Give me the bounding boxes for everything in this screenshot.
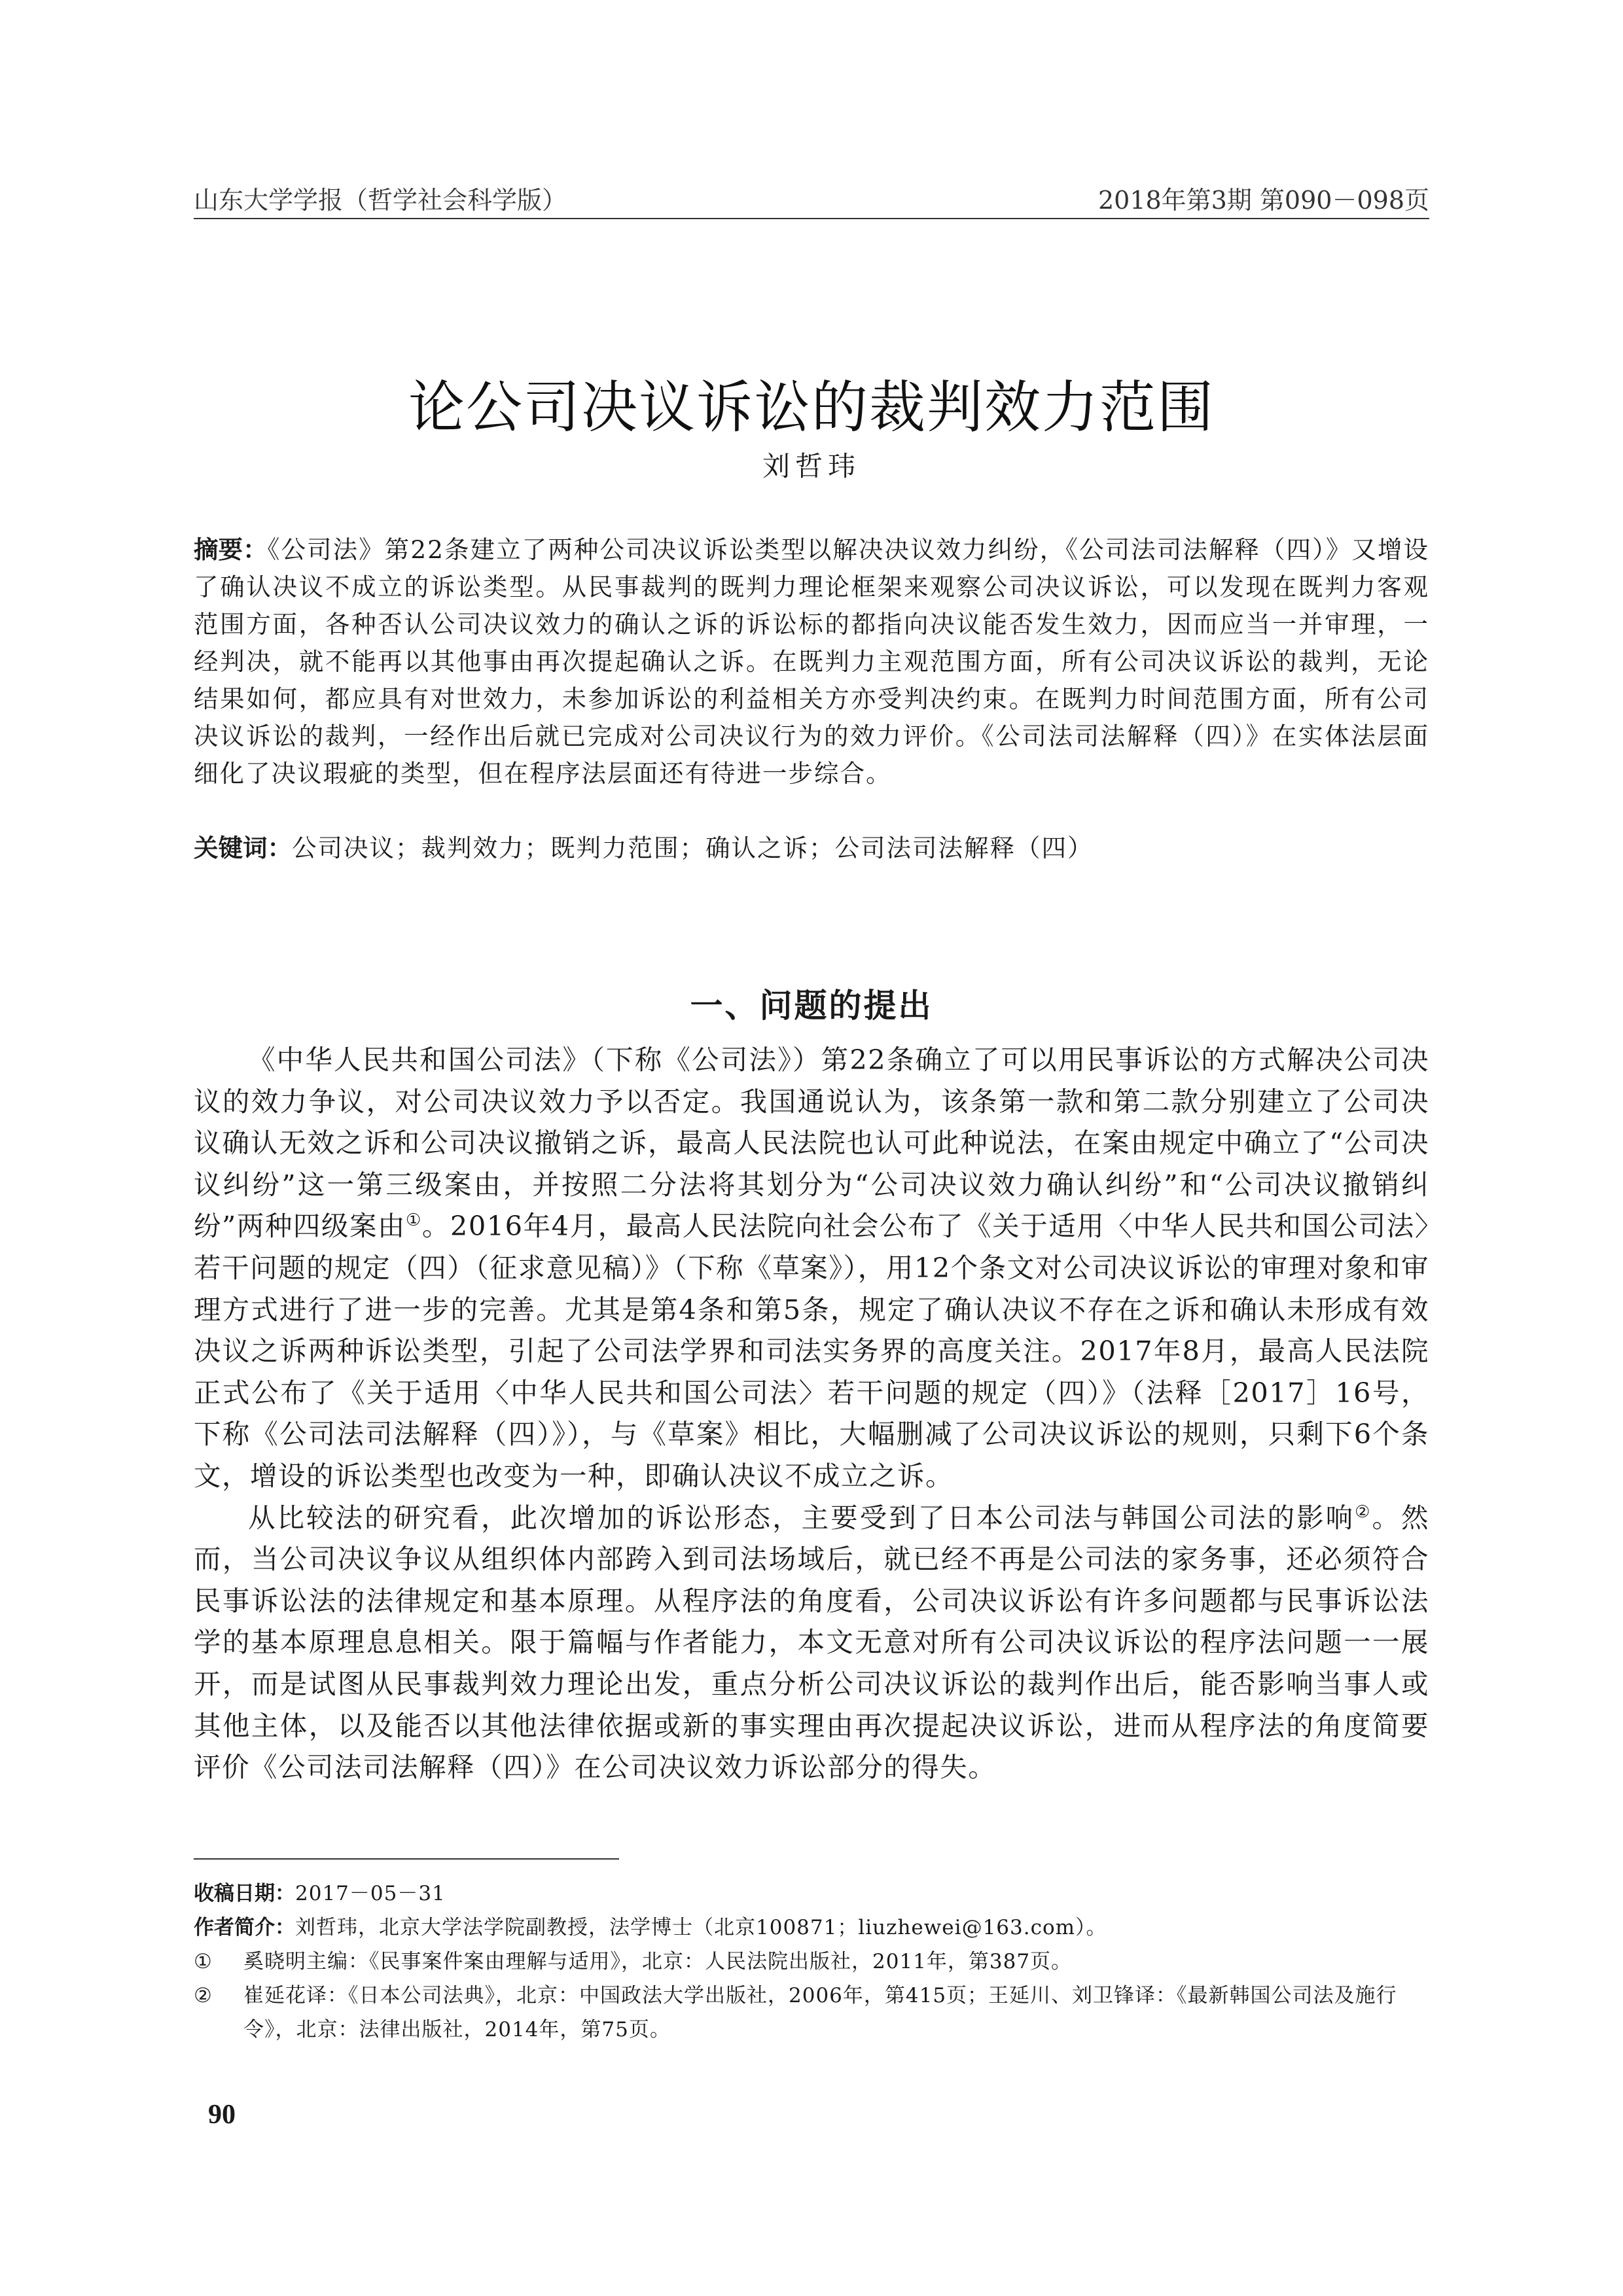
author-bio-note [194, 1911, 1429, 1945]
paragraph-1-part-a: 《中华人民共和国公司法》（下称《公司法》）第22条确立了可以用民事诉讼的方式解决公司决议的效力争议，对公司决议效力予以否定。我国通说认为，该条第一款和第二款分别建立了公司决议确认无效之诉和公司决议撤销之诉，最高人民法院也认可此种说法，在案由规定中确立了“公司决议纠纷”这一第三级案由，并按照二分法将其划分为“公司决议效力确认纠纷”和“公司决议撤销纠纷”两种四级案由 [194, 1044, 1429, 1243]
article-author: 刘哲玮 [762, 450, 861, 482]
author-bio-label: 作者简介： [194, 1916, 295, 1939]
keywords-label: 关键词： [194, 834, 292, 862]
keywords [194, 830, 1429, 867]
body-text [194, 1039, 1429, 1788]
article-title: 论公司决议诉讼的裁判效力范围 [408, 374, 1215, 440]
footnotes [194, 1877, 1429, 2047]
footnote-1 [194, 1945, 1429, 1979]
keywords-text: 公司决议；裁判效力；既判力范围；确认之诉；公司法司法解释（四） [292, 834, 1094, 862]
footnote-1-text: 奚晓明主编：《民事案件案由理解与适用》，北京：人民法院出版社，2011年，第387页。 [243, 1950, 1073, 1973]
footnote-2-text: 崔延花译：《日本公司法典》，北京：中国政法大学出版社，2006年，第415页；王延川、刘卫锋译：《最新韩国公司法及施行令》，北京：法律出版社，2014年，第75页。 [243, 1984, 1397, 2041]
footnote-ref-1: ① [406, 1210, 422, 1231]
paragraph-2 [194, 1497, 1429, 1788]
section-heading: 一、问题的提出 [690, 985, 933, 1025]
received-label: 收稿日期： [194, 1882, 295, 1905]
abstract-text: 《公司法》第22条建立了两种公司决议诉讼类型以解决决议效力纠纷，《公司法司法解释（四）》又增设了确认决议不成立的诉讼类型。从民事裁判的既判力理论框架来观察公司决议诉讼，可以发现在既判力客观范围方面，各种否认公司决议效力的确认之诉的诉讼标的都指向决议能否发生效力，因而应当一并审理，一经判决，就不能再以其他事由再次提起确认之诉。在既判力主观范围方面，所有公司决议诉讼的裁判，无论结果如何，都应具有对世效力，未参加诉讼的利益相关方亦受判决约束。在既判力时间范围方面，所有公司决议诉讼的裁判，一经作出后就已完成对公司决议行为的效力评价。《公司法司法解释（四）》在实体法层面细化了决议瑕疵的类型，但在程序法层面还有待进一步综合。 [194, 535, 1430, 788]
abstract [194, 531, 1429, 792]
footnote-2 [194, 1979, 1429, 2047]
received-date-note [194, 1877, 1429, 1911]
received-date: 2017－05－31 [295, 1882, 446, 1905]
paragraph-1-part-b: 。2016年4月，最高人民法院向社会公布了《关于适用〈中华人民共和国公司法〉若干问题的规定（四）（征求意见稿）》（下称《草案》），用12个条文对公司决议诉讼的审理对象和审理方式进行了进一步的完善。尤其是第4条和第5条，规定了确认决议不存在之诉和确认未形成有效决议之诉两种诉讼类型，引起了公司法学界和司法实务界的高度关注。2017年8月，最高人民法院正式公布了《关于适用〈中华人民共和国公司法〉若干问题的规定（四）》（法释［2017］16号，下称《公司法司法解释（四）》），与《草案》相比，大幅删减了公司决议诉讼的规则，只剩下6个条文，增设的诉讼类型也改变为一种，即确认决议不成立之诉。 [194, 1210, 1429, 1492]
paragraph-2-part-a: 从比较法的研究看，此次增加的诉讼形态，主要受到了日本公司法与韩国公司法的影响 [248, 1501, 1355, 1534]
footnote-ref-2: ② [1355, 1502, 1372, 1522]
paragraph-2-part-b: 。然而，当公司决议争议从组织体内部跨入到司法场域后，就已经不再是公司法的家务事，还必须符合民事诉讼法的法律规定和基本原理。从程序法的角度看，公司决议诉讼有许多问题都与民事诉讼法学的基本原理息息相关。限于篇幅与作者能力，本文无意对所有公司决议诉讼的程序法问题一一展开，而是试图从民事裁判效力理论出发，重点分析公司决议诉讼的裁判作出后，能否影响当事人或其他主体，以及能否以其他法律依据或新的事实理由再次提起决议诉讼，进而从程序法的角度简要评价《公司法司法解释（四）》在公司决议效力诉讼部分的得失。 [194, 1501, 1429, 1784]
page-number: 90 [208, 2100, 236, 2130]
footnote-2-mark: ② [194, 1984, 213, 2007]
footnote-divider [194, 1858, 619, 1860]
header-divider [194, 218, 1429, 219]
abstract-label: 摘要： [194, 535, 268, 564]
paragraph-1 [194, 1039, 1429, 1497]
journal-name: 山东大学学报（哲学社会科学版） [194, 186, 567, 215]
issue-info: 2018年第3期 第090－098页 [1097, 186, 1429, 215]
author-bio: 刘哲玮，北京大学法学院副教授，法学博士（北京100871；liuzhewei@163.com）。 [295, 1916, 1107, 1939]
footnote-1-mark: ① [194, 1950, 213, 1973]
